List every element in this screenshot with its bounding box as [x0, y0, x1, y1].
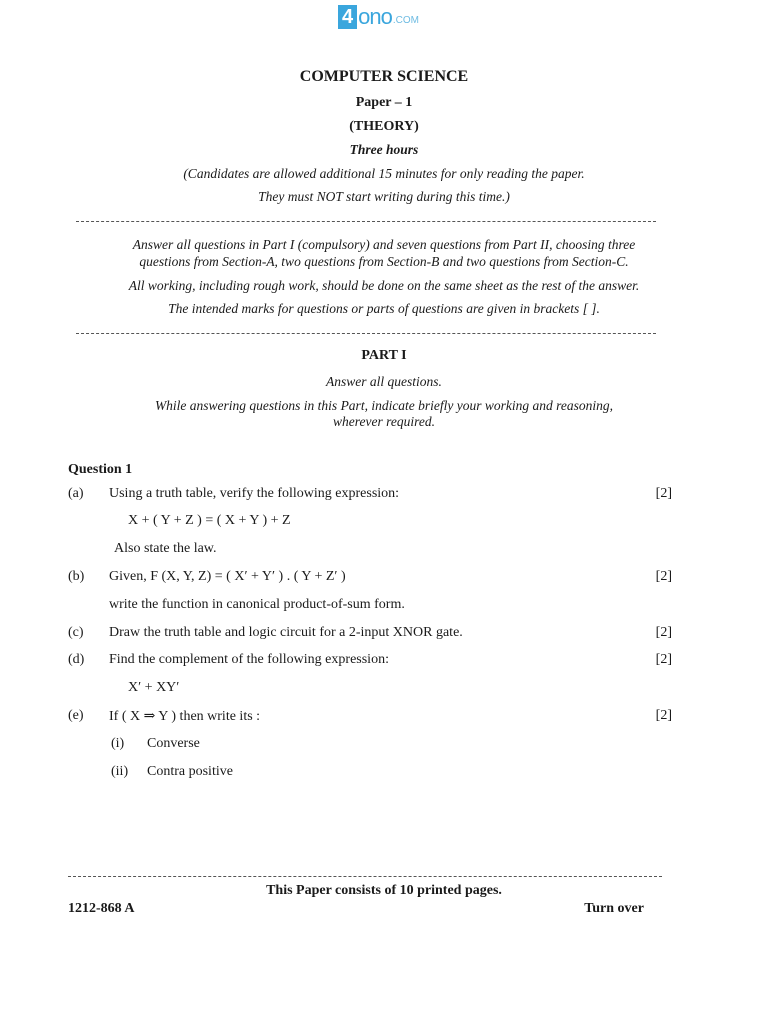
question-label-b: (b): [68, 569, 85, 584]
instruction-1: Answer all questions in Part I (compulsory) and seven questions from Part II, choosing three: [132, 237, 636, 252]
question-label-e: (e): [68, 708, 84, 723]
marks-b: [2]: [655, 569, 672, 584]
reading-note-2: They must NOT start writing during this time.): [258, 189, 510, 204]
expression-a: X + ( Y + Z ) = ( X + Y ) + Z: [128, 513, 291, 528]
question-label-c: (c): [68, 625, 84, 640]
part-title: PART I: [361, 348, 407, 363]
question-label-a: (a): [68, 486, 84, 501]
logo-mark: 4: [338, 5, 357, 29]
sub-text-ii: Contra positive: [147, 764, 233, 779]
divider: [76, 221, 656, 222]
sub-text-i: Converse: [147, 736, 200, 751]
question-text-d: Find the complement of the following expression:: [109, 652, 389, 667]
instruction-a: Also state the law.: [114, 541, 217, 556]
question-label-d: (d): [68, 652, 85, 667]
duration: Three hours: [349, 142, 419, 157]
paper-code: 1212-868 A: [68, 901, 135, 916]
footer-divider: [68, 876, 662, 877]
question-text-b: Given, F (X, Y, Z) = ( X′ + Y′ ) . ( Y + Z′ ): [109, 569, 346, 584]
instruction-4: The intended marks for questions or parts of questions are given in brackets [ ].: [168, 301, 600, 316]
part-note-2: wherever required.: [333, 414, 435, 429]
marks-e: [2]: [655, 708, 672, 723]
sub-label-i: (i): [111, 736, 125, 751]
question-text-e: If ( X ⇒ Y ) then write its :: [109, 709, 261, 724]
marks-a: [2]: [655, 486, 672, 501]
question-text-c: Draw the truth table and logic circuit for a 2-input XNOR gate.: [109, 625, 463, 640]
logo-text: ono: [358, 4, 392, 29]
turn-over: Turn over: [584, 901, 644, 916]
divider: [76, 333, 656, 334]
instruction-3: All working, including rough work, should be done on the same sheet as the rest of the answer.: [128, 278, 640, 293]
expression-d: X′ + XY′: [128, 680, 180, 695]
part-instruction: Answer all questions.: [326, 374, 442, 389]
paper-number: Paper – 1: [355, 95, 413, 110]
reading-note-1: (Candidates are allowed additional 15 minutes for only reading the paper.: [183, 166, 585, 181]
logo-suffix: .COM: [392, 14, 419, 26]
page-count-note: This Paper consists of 10 printed pages.: [266, 883, 502, 898]
sub-label-ii: (ii): [111, 764, 129, 779]
site-logo: [338, 4, 419, 30]
subject-title: COMPUTER SCIENCE: [299, 68, 469, 85]
part-note-1: While answering questions in this Part, indicate briefly your working and reasoning,: [154, 398, 614, 413]
question-heading: Question 1: [68, 462, 133, 477]
instruction-2: questions from Section-A, two questions from Section-B and two questions from Section-C.: [139, 254, 629, 269]
marks-c: [2]: [655, 625, 672, 640]
paper-type: (THEORY): [349, 119, 419, 134]
marks-d: [2]: [655, 652, 672, 667]
question-text-a: Using a truth table, verify the following expression:: [109, 486, 400, 501]
instruction-b: write the function in canonical product-of-sum form.: [109, 597, 405, 612]
